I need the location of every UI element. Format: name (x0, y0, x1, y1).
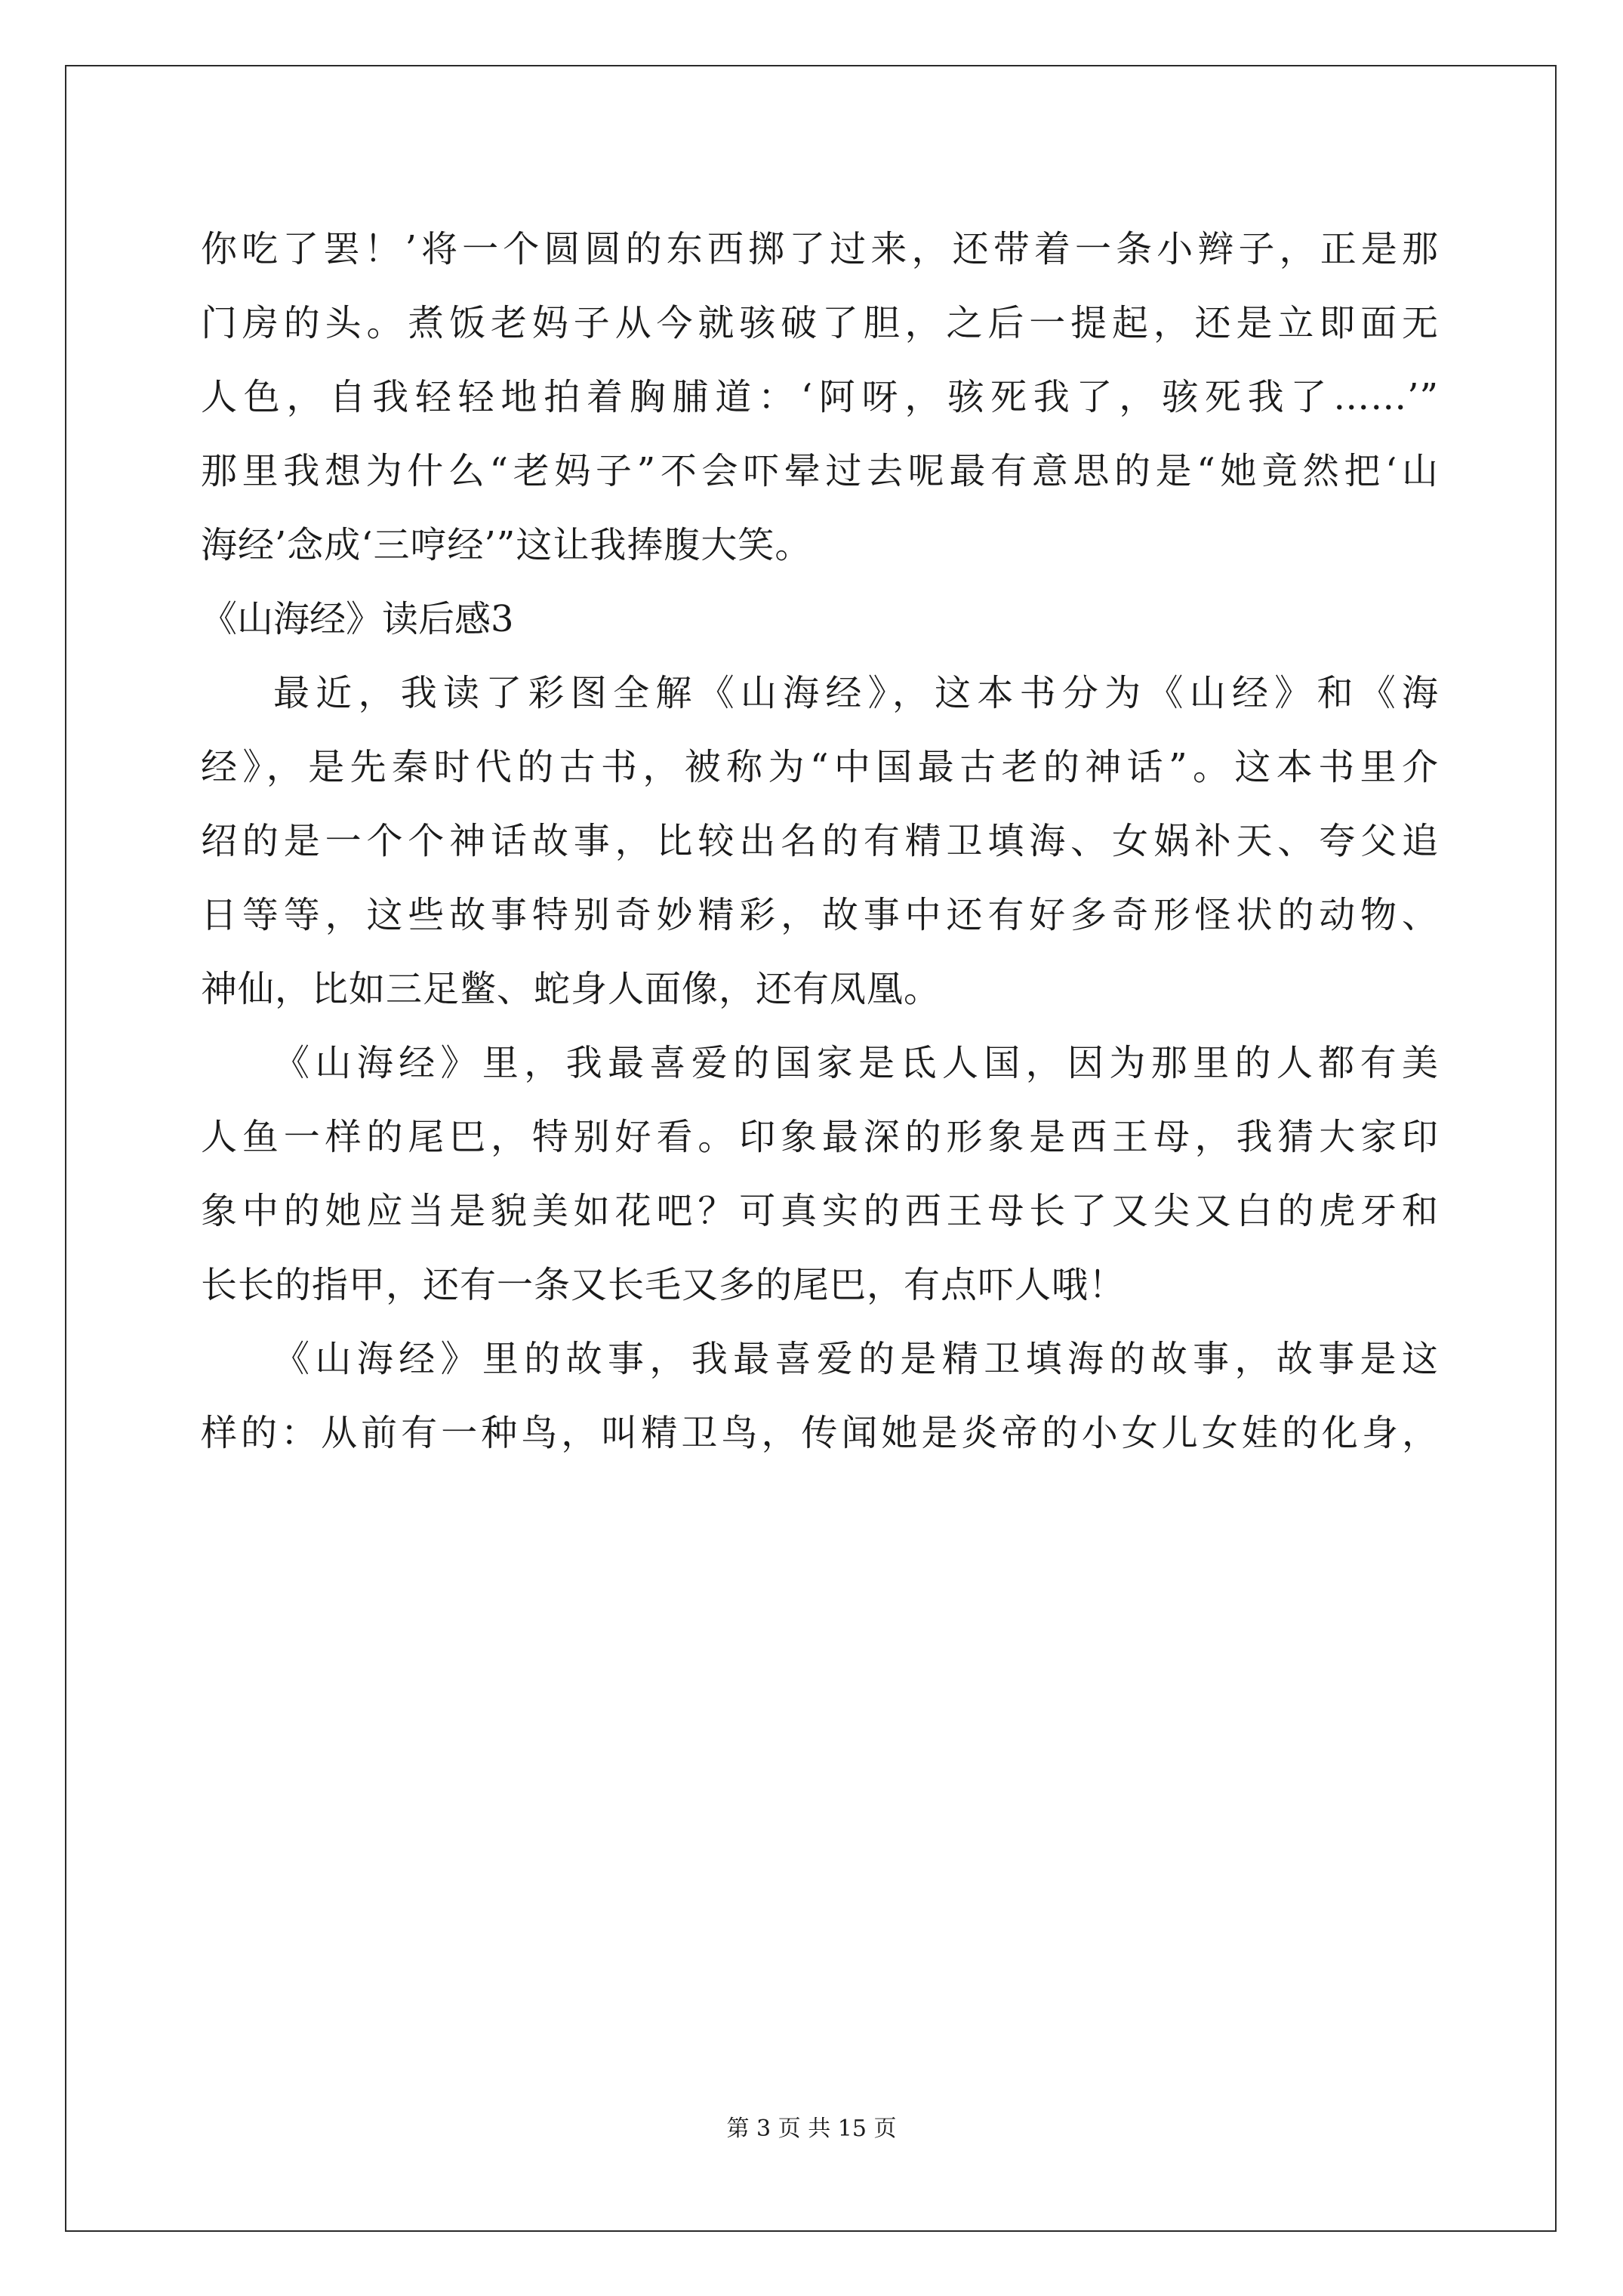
body-line: 绍的是一个个神话故事，比较出名的有精卫填海、女娲补天、夸父追 (201, 820, 1439, 862)
body-line: 日等等，这些故事特别奇妙精彩，故事中还有好多奇形怪状的动物、 (201, 894, 1439, 936)
body-line: 人色，自我轻轻地拍着胸脯道：‘阿呀，骇死我了，骇死我了……’” (201, 376, 1439, 418)
body-line: 海经’念成‘三哼经’”这让我捧腹大笑。 (201, 524, 812, 566)
body-line: 《山海经》里的故事，我最喜爱的是精卫填海的故事，故事是这 (273, 1338, 1439, 1380)
body-line: 神仙，比如三足鳖、蛇身人面像，还有凤凰。 (201, 968, 941, 1010)
body-line: 那里我想为什么“老妈子”不会吓晕过去呢最有意思的是“她竟然把‘山 (201, 450, 1439, 492)
section-heading: 《山海经》读后感3 (201, 598, 514, 640)
body-line: 经》，是先秦时代的古书，被称为“中国最古老的神话”。这本书里介 (201, 746, 1439, 788)
body-line: 最近，我读了彩图全解《山海经》，这本书分为《山经》和《海 (273, 672, 1439, 714)
page-number-footer: 第 3 页 共 15 页 (726, 2116, 897, 2142)
body-line: 象中的她应当是貌美如花吧？可真实的西王母长了又尖又白的虎牙和 (201, 1190, 1439, 1232)
body-line: 门房的头。煮饭老妈子从今就骇破了胆，之后一提起，还是立即面无 (201, 302, 1439, 344)
body-line: 样的：从前有一种鸟，叫精卫鸟，传闻她是炎帝的小女儿女娃的化身， (201, 1412, 1439, 1454)
body-line: 长长的指甲，还有一条又长毛又多的尾巴，有点吓人哦！ (201, 1264, 1126, 1306)
body-line: 《山海经》里，我最喜爱的国家是氐人国，因为那里的人都有美 (273, 1042, 1439, 1084)
body-line: 人鱼一样的尾巴，特别好看。印象最深的形象是西王母，我猜大家印 (201, 1116, 1439, 1158)
body-line: 你吃了罢！’将一个圆圆的东西掷了过来，还带着一条小辫子，正是那 (201, 228, 1439, 270)
